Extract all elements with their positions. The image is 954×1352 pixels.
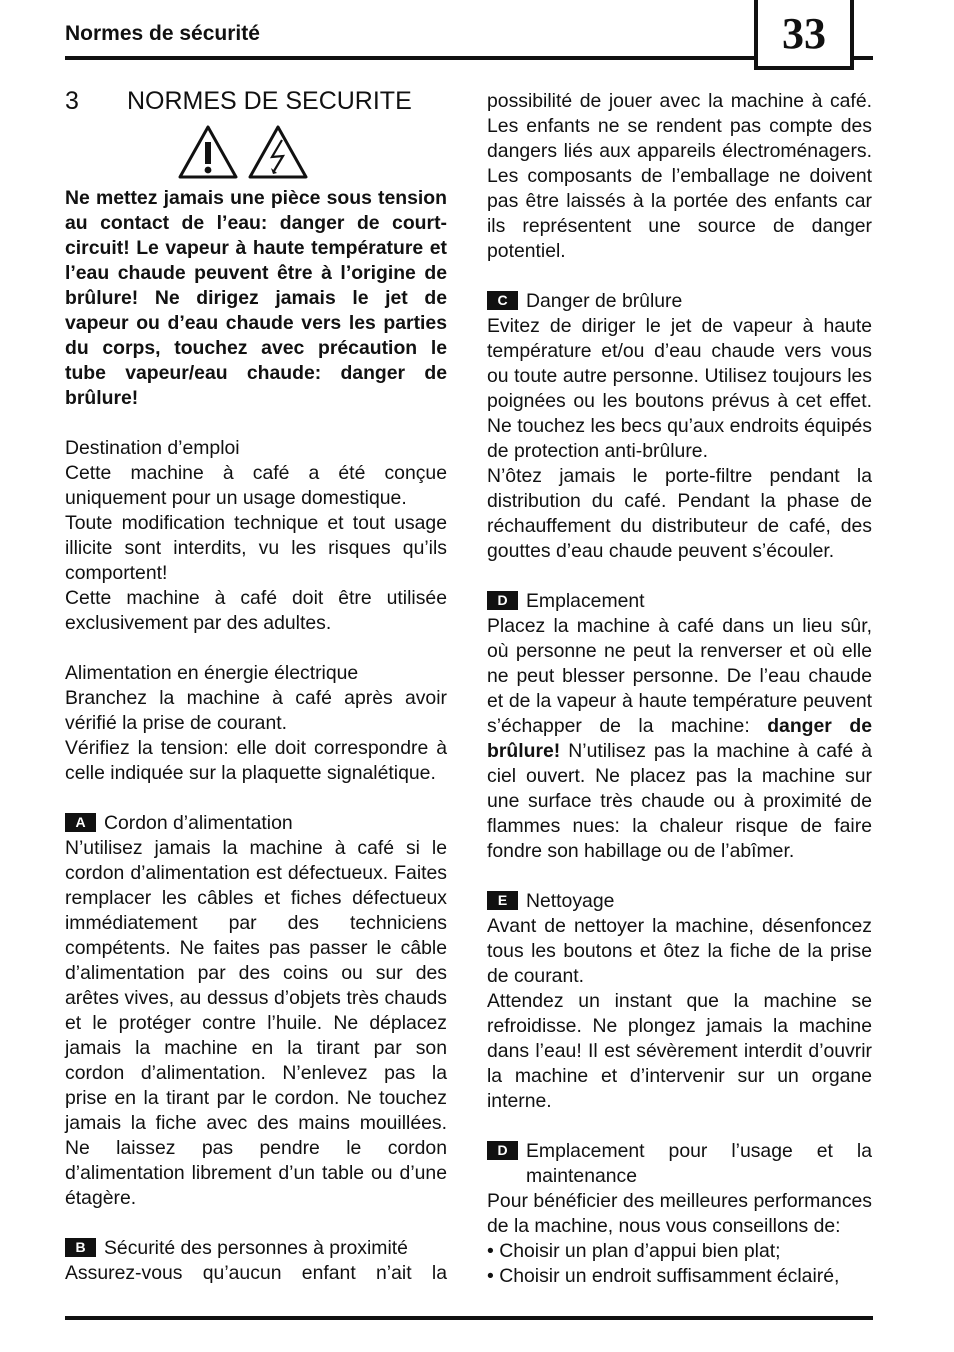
warning-paragraph: Ne mettez jamais une pièce sous tension au contact de l’eau: danger de court-circuit! Le vapeur à haute température et l’eau chaude peuvent être à l’origine de brûlure! Ne dirigez jamais le jet de vapeur ou d’eau chaude vers les parties du corps, touchez avec précaution le tube vapeur/eau chaude: danger de brûlure! bbox=[65, 187, 447, 409]
brulure-title: Danger de brûlure bbox=[526, 290, 683, 312]
warning-icons bbox=[177, 124, 447, 184]
list-item: • Choisir un plan d’appui bien plat; bbox=[487, 1239, 872, 1264]
usage-paragraph: Pour bénéficier des meilleures performances de la machine, nous vous conseillons de: bbox=[487, 1190, 872, 1237]
destination-paragraph-3: Cette machine à café doit être utilisée exclusivement par des adultes. bbox=[65, 587, 447, 634]
running-header: Normes de sécurité bbox=[65, 22, 260, 45]
destination-paragraph-1: Cette machine à café a été conçue uniquement pour un usage domestique. bbox=[65, 462, 447, 509]
left-column bbox=[65, 86, 447, 1286]
nettoyage-paragraph-2: Attendez un instant que la machine se refroidisse. Ne plongez jamais la machine dans l’eau! Il est sévèrement interdit d’ouvrir la machine et d’intervenir sur un organe interne. bbox=[487, 990, 872, 1112]
alimentation-heading: Alimentation en énergie électrique bbox=[65, 662, 359, 684]
section-title: NORMES DE SECURITE bbox=[127, 87, 412, 115]
footer-rule bbox=[65, 1316, 873, 1320]
page-number-box bbox=[754, 0, 854, 70]
destination-heading: Destination d’emploi bbox=[65, 437, 240, 459]
emplacement-paragraph bbox=[487, 614, 872, 864]
nettoyage-paragraph-1: Avant de nettoyer la machine, désenfoncez tous les boutons et ôtez la fiche de la prise de courant. bbox=[487, 915, 872, 987]
badge-b: B bbox=[65, 1238, 96, 1257]
warning-triangle-icon bbox=[177, 124, 239, 180]
usage-bullet-list bbox=[487, 1239, 872, 1289]
electric-hazard-icon bbox=[247, 124, 309, 180]
destination-paragraph-2: Toute modification technique et tout usage illicite sont interdits, vu les risques qu’ils comportent! bbox=[65, 512, 447, 584]
securite-paragraph-continued: possibilité de jouer avec la machine à café. Les enfants ne se rendent pas compte des dangers liés aux appareils électroménagers. Les composants de l’emballage ne doivent pas être laissés à la portée des enfants car ils représentent une source de danger potentiel. bbox=[487, 90, 872, 262]
page-number: 33 bbox=[782, 8, 826, 58]
brulure-heading bbox=[487, 289, 872, 314]
section-number: 3 bbox=[65, 87, 79, 115]
badge-d-usage: D bbox=[487, 1141, 518, 1160]
nettoyage-heading bbox=[487, 889, 872, 914]
usage-title: Emplacement pour l’usage et la maintenance bbox=[526, 1140, 872, 1187]
badge-d: D bbox=[487, 591, 518, 610]
cordon-title: Cordon d’alimentation bbox=[104, 812, 293, 834]
usage-heading bbox=[487, 1139, 872, 1189]
badge-a: A bbox=[65, 813, 96, 832]
securite-heading bbox=[65, 1236, 447, 1261]
emplacement-danger: danger de brûlure! bbox=[487, 715, 872, 762]
list-item: • Choisir un endroit suffisamment éclairé, bbox=[487, 1264, 872, 1289]
badge-c: C bbox=[487, 291, 518, 310]
emplacement-title: Emplacement bbox=[526, 590, 645, 612]
cordon-paragraph: N’utilisez jamais la machine à café si le cordon d’alimentation est défectueux. Faites remplacer les câbles et fiches défectueux immédiatement par des techniciens compétents. Ne faites pas passer le câble d’alimentation par des coins ou sur des arêtes vives, au dessus d’objets très chauds et le protéger contre l’huile. Ne déplacez jamais la machine en la tirant par son cordon d’alimentation. N’enlevez pas la prise en la tirant par le cordon. Ne touchez jamais la fiche avec des mains mouillées. Ne laissez pas pendre le cordon d’alimentation librement d’un table ou d’une étagère. bbox=[65, 837, 447, 1209]
securite-title: Sécurité des personnes à proximité bbox=[104, 1237, 408, 1259]
section-heading bbox=[65, 86, 447, 116]
brulure-paragraph-1: Evitez de diriger le jet de vapeur à haute température et/ou d’eau chaude vers vous ou toute autre personne. Utilisez toujours les poignées ou les boutons prévus à cet effet. Ne touchez les becs qu’aux endroits équipés de protection anti-brûlure. bbox=[487, 315, 872, 462]
nettoyage-title: Nettoyage bbox=[526, 890, 615, 912]
alimentation-paragraph-1: Branchez la machine à café après avoir vérifié la prise de courant. bbox=[65, 687, 447, 734]
emplacement-heading bbox=[487, 589, 872, 614]
right-column bbox=[487, 89, 872, 1289]
badge-e: E bbox=[487, 891, 518, 910]
emplacement-text-a: Placez la machine à café dans un lieu sûr, où personne ne peut la renverser et où elle ne peut blesser personne. De l’eau chaude et de la vapeur à haute température peuvent s’échapper de la machine: bbox=[487, 615, 872, 737]
securite-paragraph-start: Assurez-vous qu’aucun enfant n’ait la bbox=[65, 1262, 447, 1284]
alimentation-paragraph-2: Vérifiez la tension: elle doit correspondre à celle indiquée sur la plaquette signalétique. bbox=[65, 737, 447, 784]
emplacement-text-b: N’utilisez pas la machine à café à ciel ouvert. Ne placez pas la machine sur une surface très chaude ou à proximité de flammes nues: la chaleur risque de faire fondre son habillage ou de l’abîmer. bbox=[487, 740, 872, 862]
brulure-paragraph-2: N’ôtez jamais le porte-filtre pendant la distribution du café. Pendant la phase de réchauffement du distributeur de café, des gouttes d’eau chaude peuvent s’écouler. bbox=[487, 465, 872, 562]
header-rule bbox=[65, 56, 873, 60]
cordon-heading bbox=[65, 811, 447, 836]
